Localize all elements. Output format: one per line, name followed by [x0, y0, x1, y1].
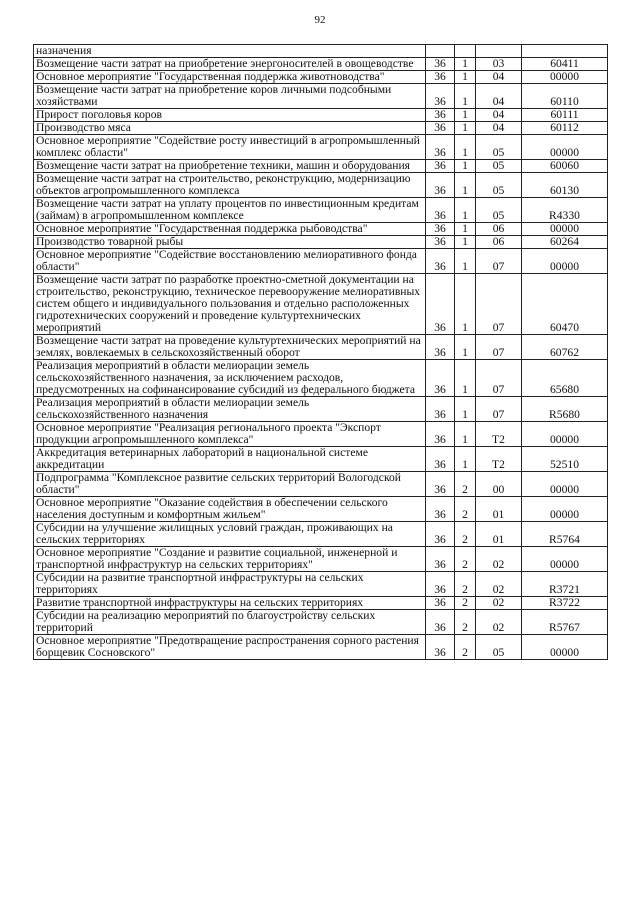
expense-name-cell: Основное мероприятие "Государственная поддержка рыбоводства": [34, 223, 426, 236]
subprogram-code-cell: 2: [455, 597, 476, 610]
subprogram-code-cell: 2: [455, 635, 476, 660]
ministry-code-cell: 36: [426, 635, 455, 660]
direction-code-cell: 00000: [522, 249, 608, 274]
subprogram-code-cell: 2: [455, 497, 476, 522]
table-row: [34, 109, 608, 122]
expense-name-cell: Производство товарной рыбы: [34, 236, 426, 249]
subprogram-code-cell: 1: [455, 122, 476, 135]
ministry-code-cell: 36: [426, 547, 455, 572]
ministry-code-cell: 36: [426, 173, 455, 198]
activity-code-cell: Т2: [476, 447, 522, 472]
table-row: [34, 198, 608, 223]
activity-code-cell: 07: [476, 274, 522, 335]
subprogram-code-cell: [455, 45, 476, 58]
ministry-code-cell: 36: [426, 497, 455, 522]
direction-code-cell: 00000: [522, 635, 608, 660]
ministry-code-cell: 36: [426, 335, 455, 360]
subprogram-code-cell: 1: [455, 274, 476, 335]
ministry-code-cell: 36: [426, 122, 455, 135]
activity-code-cell: 07: [476, 360, 522, 397]
direction-code-cell: R3722: [522, 597, 608, 610]
subprogram-code-cell: 2: [455, 522, 476, 547]
subprogram-code-cell: 2: [455, 610, 476, 635]
table-row: [34, 472, 608, 497]
expense-name-cell: Основное мероприятие "Реализация регионального проекта "Экспорт продукции агропромышленного комплекса": [34, 422, 426, 447]
ministry-code-cell: 36: [426, 397, 455, 422]
direction-code-cell: 60130: [522, 173, 608, 198]
activity-code-cell: 02: [476, 610, 522, 635]
ministry-code-cell: 36: [426, 135, 455, 160]
activity-code-cell: 01: [476, 497, 522, 522]
expense-name-cell: Возмещение части затрат на приобретение энергоносителей в овощеводстве: [34, 58, 426, 71]
subprogram-code-cell: 1: [455, 223, 476, 236]
expense-name-cell: Основное мероприятие "Государственная поддержка животноводства": [34, 71, 426, 84]
subprogram-code-cell: 1: [455, 160, 476, 173]
direction-code-cell: 00000: [522, 547, 608, 572]
ministry-code-cell: [426, 45, 455, 58]
expense-name-cell: назначения: [34, 45, 426, 58]
expense-name-cell: Возмещение части затрат на приобретение техники, машин и оборудования: [34, 160, 426, 173]
table-row: [34, 497, 608, 522]
ministry-code-cell: 36: [426, 223, 455, 236]
direction-code-cell: 60411: [522, 58, 608, 71]
expense-name-cell: Субсидии на развитие транспортной инфраструктуры на сельских территориях: [34, 572, 426, 597]
table-row: [34, 610, 608, 635]
activity-code-cell: 06: [476, 223, 522, 236]
activity-code-cell: 07: [476, 249, 522, 274]
subprogram-code-cell: 1: [455, 360, 476, 397]
ministry-code-cell: 36: [426, 610, 455, 635]
activity-code-cell: 05: [476, 198, 522, 223]
table-row: [34, 71, 608, 84]
expense-name-cell: Подпрограмма "Комплексное развитие сельских территорий Вологодской области": [34, 472, 426, 497]
subprogram-code-cell: 1: [455, 135, 476, 160]
direction-code-cell: 60264: [522, 236, 608, 249]
subprogram-code-cell: 1: [455, 71, 476, 84]
expense-name-cell: Основное мероприятие "Содействие росту инвестиций в агропромышленный комплекс области": [34, 135, 426, 160]
subprogram-code-cell: 1: [455, 58, 476, 71]
activity-code-cell: 02: [476, 572, 522, 597]
expense-name-cell: Субсидии на реализацию мероприятий по благоустройству сельских территорий: [34, 610, 426, 635]
ministry-code-cell: 36: [426, 360, 455, 397]
activity-code-cell: 04: [476, 84, 522, 109]
direction-code-cell: 60060: [522, 160, 608, 173]
activity-code-cell: 04: [476, 71, 522, 84]
table-row: [34, 360, 608, 397]
expense-name-cell: Основное мероприятие "Создание и развитие социальной, инженерной и транспортной инфраструктур на сельских территориях": [34, 547, 426, 572]
activity-code-cell: 02: [476, 597, 522, 610]
expense-name-cell: Основное мероприятие "Предотвращение распространения сорного растения борщевик Сосновского": [34, 635, 426, 660]
table-row: [34, 45, 608, 58]
expense-name-cell: Развитие транспортной инфраструктуры на сельских территориях: [34, 597, 426, 610]
subprogram-code-cell: 1: [455, 84, 476, 109]
table-row: [34, 160, 608, 173]
subprogram-code-cell: 1: [455, 447, 476, 472]
ministry-code-cell: 36: [426, 447, 455, 472]
table-row: [34, 249, 608, 274]
activity-code-cell: [476, 45, 522, 58]
direction-code-cell: 00000: [522, 497, 608, 522]
direction-code-cell: 60111: [522, 109, 608, 122]
expense-name-cell: Возмещение части затрат на проведение культуртехнических мероприятий на землях, вовлекаемых в сельскохозяйственный оборот: [34, 335, 426, 360]
activity-code-cell: 00: [476, 472, 522, 497]
ministry-code-cell: 36: [426, 109, 455, 122]
ministry-code-cell: 36: [426, 58, 455, 71]
direction-code-cell: R5767: [522, 610, 608, 635]
expense-name-cell: Производство мяса: [34, 122, 426, 135]
activity-code-cell: Т2: [476, 422, 522, 447]
subprogram-code-cell: 1: [455, 249, 476, 274]
activity-code-cell: 04: [476, 109, 522, 122]
direction-code-cell: [522, 45, 608, 58]
table-row: [34, 572, 608, 597]
table-row: [34, 635, 608, 660]
table-row: [34, 547, 608, 572]
ministry-code-cell: 36: [426, 572, 455, 597]
direction-code-cell: R5680: [522, 397, 608, 422]
table-row: [34, 135, 608, 160]
table-row: [34, 223, 608, 236]
direction-code-cell: 65680: [522, 360, 608, 397]
subprogram-code-cell: 1: [455, 397, 476, 422]
table-row: [34, 173, 608, 198]
budget-classification-table: [33, 44, 608, 660]
direction-code-cell: 00000: [522, 472, 608, 497]
direction-code-cell: 00000: [522, 135, 608, 160]
expense-name-cell: Основное мероприятие "Оказание содействия в обеспечении сельского населения доступным и комфортным жильем": [34, 497, 426, 522]
direction-code-cell: 00000: [522, 223, 608, 236]
activity-code-cell: 05: [476, 160, 522, 173]
ministry-code-cell: 36: [426, 597, 455, 610]
expense-name-cell: Возмещение части затрат на уплату процентов по инвестиционным кредитам (займам) в агропромышленном комплексе: [34, 198, 426, 223]
ministry-code-cell: 36: [426, 71, 455, 84]
expense-name-cell: Основное мероприятие "Содействие восстановлению мелиоративного фонда области": [34, 249, 426, 274]
direction-code-cell: 60470: [522, 274, 608, 335]
direction-code-cell: 00000: [522, 422, 608, 447]
ministry-code-cell: 36: [426, 84, 455, 109]
table-row: [34, 274, 608, 335]
direction-code-cell: 52510: [522, 447, 608, 472]
expense-name-cell: Субсидии на улучшение жилищных условий граждан, проживающих на сельских территориях: [34, 522, 426, 547]
page-number: 92: [314, 14, 326, 26]
activity-code-cell: 07: [476, 397, 522, 422]
subprogram-code-cell: 2: [455, 472, 476, 497]
table-row: [34, 447, 608, 472]
activity-code-cell: 04: [476, 122, 522, 135]
direction-code-cell: R4330: [522, 198, 608, 223]
table-row: [34, 84, 608, 109]
ministry-code-cell: 36: [426, 522, 455, 547]
activity-code-cell: 06: [476, 236, 522, 249]
table-row: [34, 597, 608, 610]
subprogram-code-cell: 2: [455, 547, 476, 572]
subprogram-code-cell: 1: [455, 335, 476, 360]
ministry-code-cell: 36: [426, 160, 455, 173]
subprogram-code-cell: 1: [455, 198, 476, 223]
expense-name-cell: Прирост поголовья коров: [34, 109, 426, 122]
activity-code-cell: 05: [476, 635, 522, 660]
subprogram-code-cell: 2: [455, 572, 476, 597]
table-row: [34, 236, 608, 249]
table-row: [34, 522, 608, 547]
ministry-code-cell: 36: [426, 422, 455, 447]
expense-name-cell: Аккредитация ветеринарных лабораторий в национальной системе аккредитации: [34, 447, 426, 472]
activity-code-cell: 02: [476, 547, 522, 572]
table-row: [34, 397, 608, 422]
expense-name-cell: Возмещение части затрат на строительство, реконструкцию, модернизацию объектов агропромышленного комплекса: [34, 173, 426, 198]
direction-code-cell: 00000: [522, 71, 608, 84]
table-row: [34, 58, 608, 71]
ministry-code-cell: 36: [426, 274, 455, 335]
direction-code-cell: R5764: [522, 522, 608, 547]
expense-name-cell: Реализация мероприятий в области мелиорации земель сельскохозяйственного назначения, за исключением расходов, предусмотренных на софинансирование субсидий из федерального бюджета: [34, 360, 426, 397]
activity-code-cell: 05: [476, 173, 522, 198]
subprogram-code-cell: 1: [455, 109, 476, 122]
expense-name-cell: Реализация мероприятий в области мелиорации земель сельскохозяйственного назначения: [34, 397, 426, 422]
ministry-code-cell: 36: [426, 249, 455, 274]
direction-code-cell: 60762: [522, 335, 608, 360]
ministry-code-cell: 36: [426, 198, 455, 223]
subprogram-code-cell: 1: [455, 422, 476, 447]
direction-code-cell: R3721: [522, 572, 608, 597]
ministry-code-cell: 36: [426, 472, 455, 497]
table-body: [34, 45, 608, 660]
table-row: [34, 122, 608, 135]
activity-code-cell: 01: [476, 522, 522, 547]
expense-name-cell: Возмещение части затрат на приобретение коров личными подсобными хозяйствами: [34, 84, 426, 109]
table-row: [34, 335, 608, 360]
table-row: [34, 422, 608, 447]
activity-code-cell: 07: [476, 335, 522, 360]
expense-name-cell: Возмещение части затрат по разработке проектно-сметной документации на строительство, реконструкцию, техническое перевооружение мелиоративных систем общего и индивидуального пользования и отдельно расположенных гидротехнических сооружений и проведение культуртехнических мероприятий: [34, 274, 426, 335]
subprogram-code-cell: 1: [455, 236, 476, 249]
ministry-code-cell: 36: [426, 236, 455, 249]
subprogram-code-cell: 1: [455, 173, 476, 198]
activity-code-cell: 05: [476, 135, 522, 160]
direction-code-cell: 60112: [522, 122, 608, 135]
direction-code-cell: 60110: [522, 84, 608, 109]
activity-code-cell: 03: [476, 58, 522, 71]
